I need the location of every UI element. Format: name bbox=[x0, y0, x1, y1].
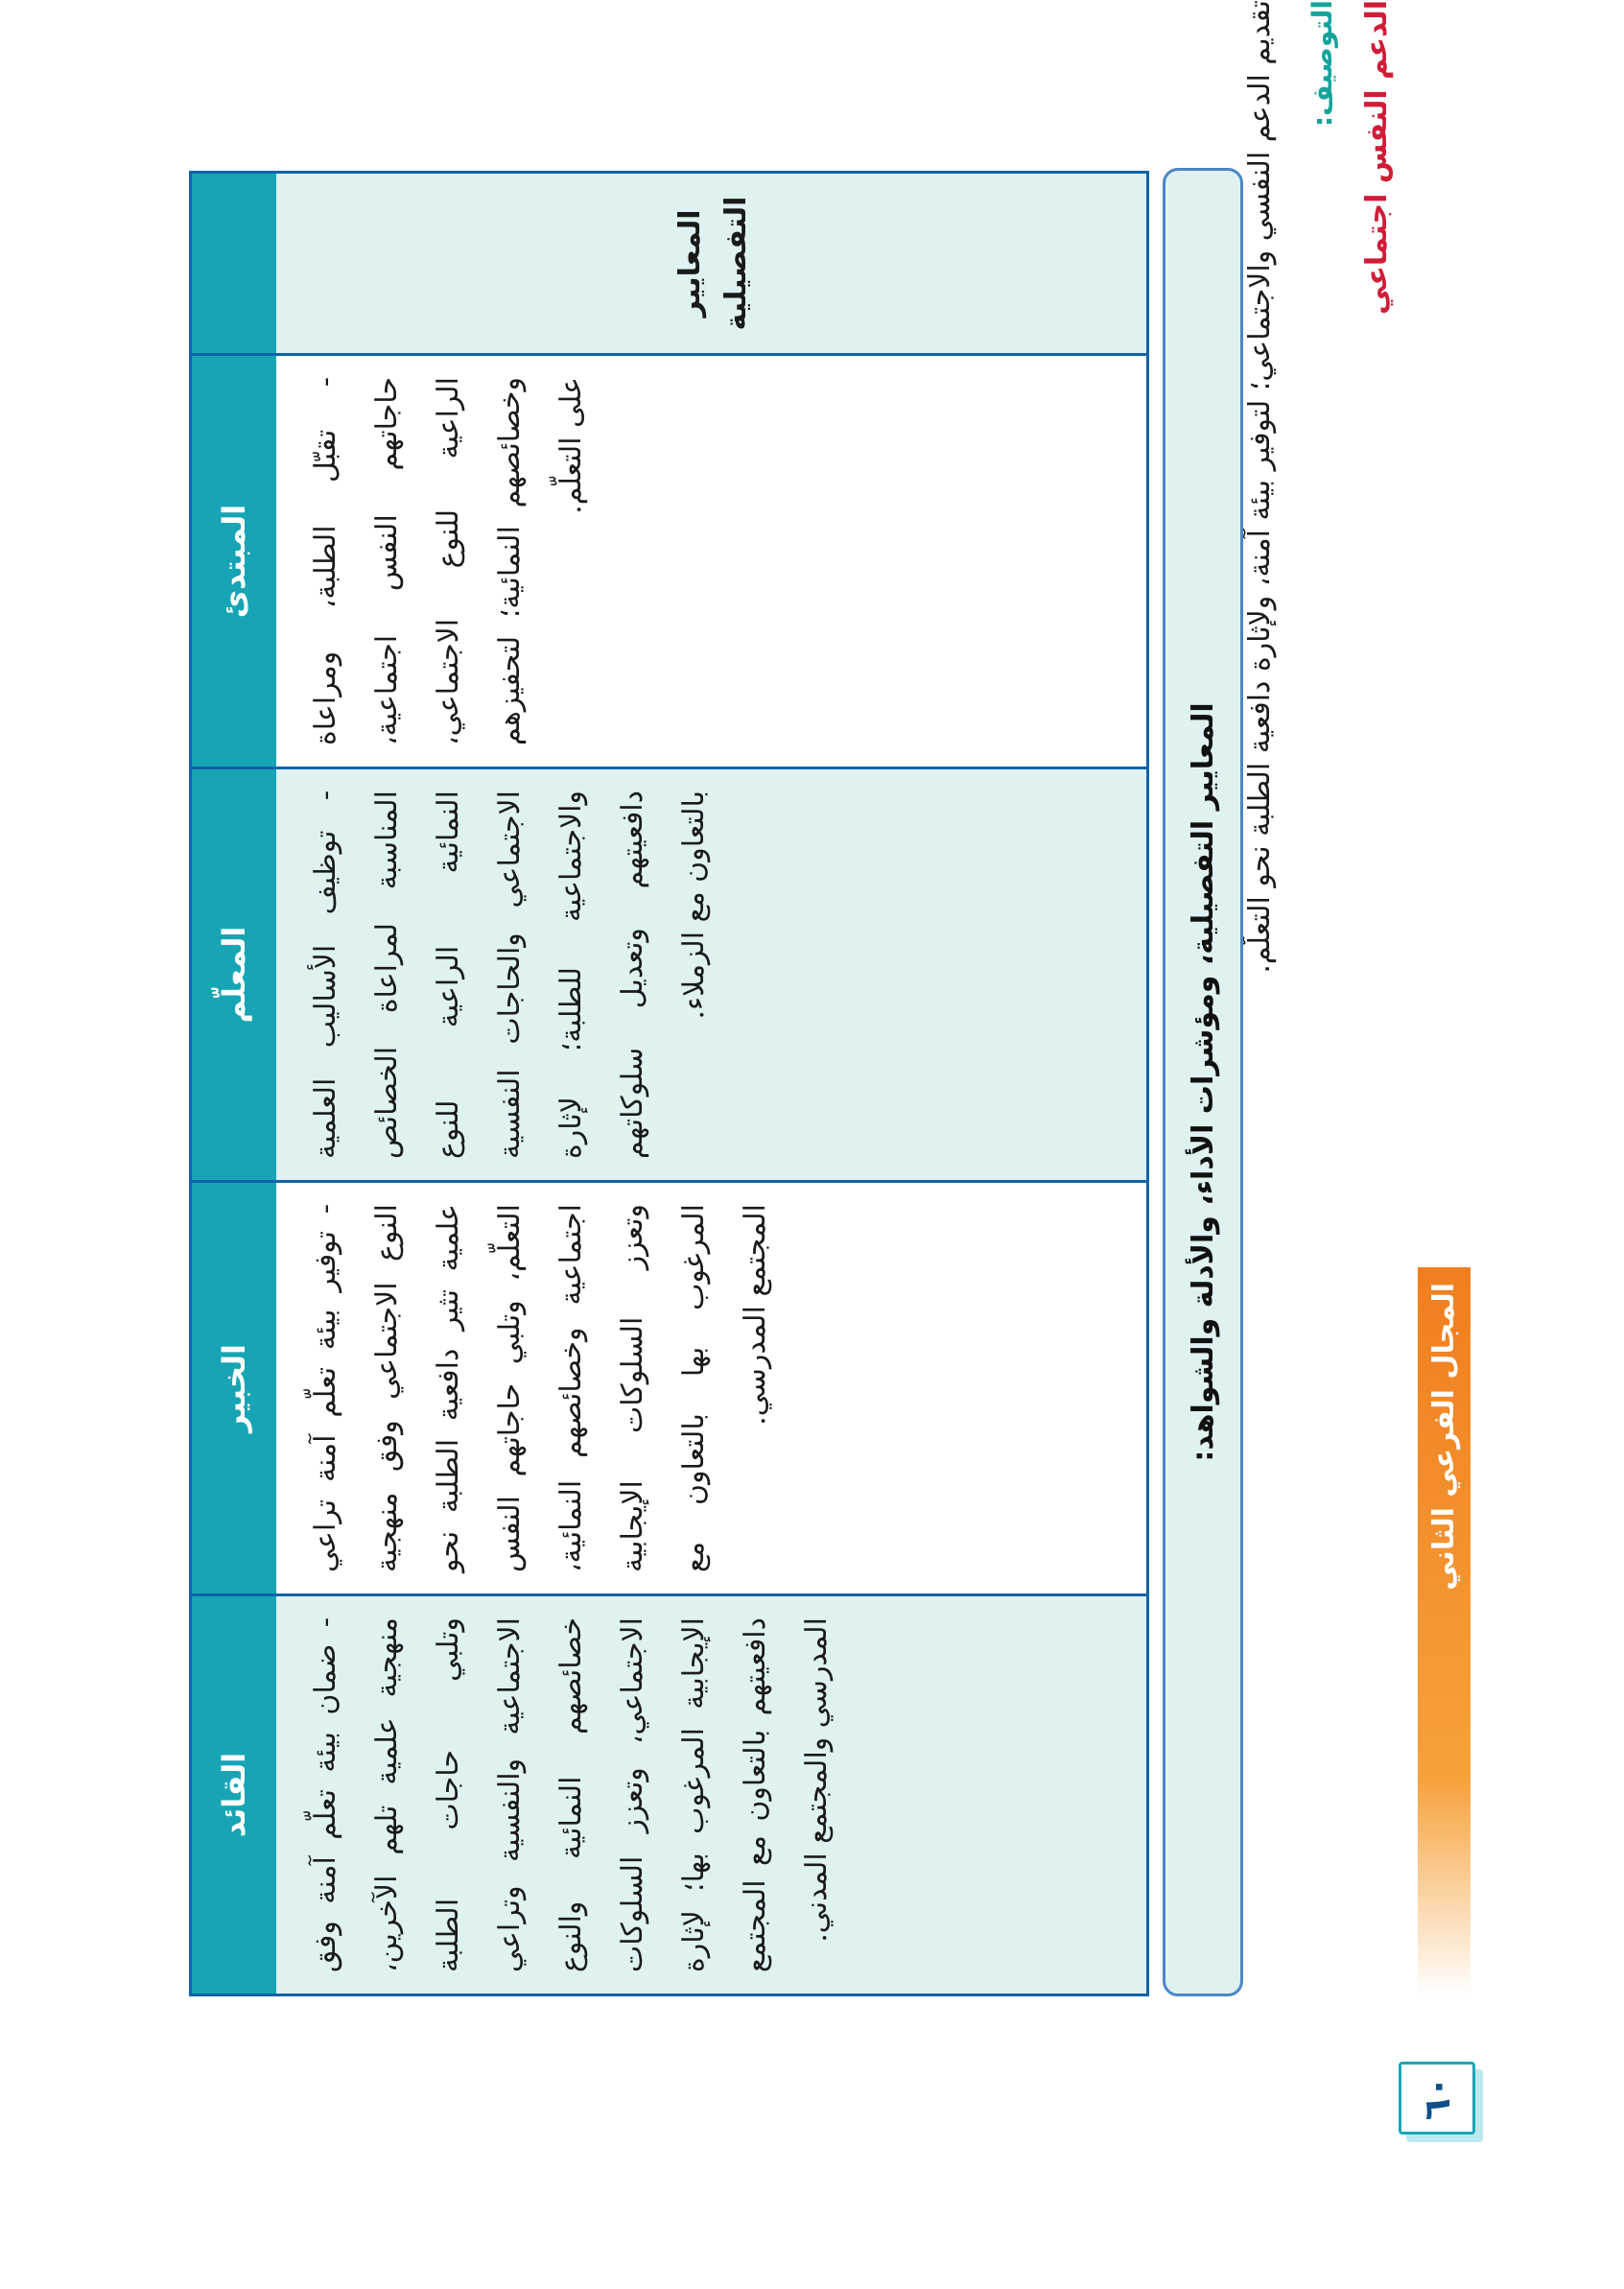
description-label: التوصيف: bbox=[1306, 0, 1338, 128]
header-leader: القائد bbox=[192, 1596, 276, 1994]
cell-starting: - تقبّل الطلبة، ومراعاة حاجاتهم النفس اجتماعية، الراعية للنوع الاجتماعي، وخصائصهم النمائية؛ لتحفيزهم على التعلّم. bbox=[276, 356, 1146, 769]
header-teacher: المعلّم bbox=[192, 769, 276, 1183]
criteria-header: المعايير التفصيلية، ومؤشرات الأداء، والأدلة والشواهد: bbox=[1163, 168, 1243, 1996]
cell-leader: - ضمان بيئة تعلّم آمنة وفق منهجية علمية تلهم الآخرين، وتلبي حاجات الطلبة الاجتماعية والنفسية وتراعي خصائصهم النمائية والنوع الاجتماعي، وتعزز السلوكات الإيجابية المرغوب بها؛ لإثارة دافعيتهم بالتعاون مع المجتمع المدرسي والمجتمع المدني. bbox=[276, 1596, 1146, 1994]
sub-title: الدعم النفس اجتماعي bbox=[1360, 0, 1394, 315]
cell-teacher: - توظيف الأساليب العلمية المناسبة لمراعاة الخصائص النمائية الراعية للنوع الاجتماعي والحاجات النفسية والاجتماعية للطلبة؛ لإثارة دافعيتهم وتعديل سلوكاتهم بالتعاون مع الزملاء. bbox=[276, 769, 1146, 1183]
row-label-cell: المعايير التفصيلية bbox=[276, 174, 1146, 356]
header-starting: المبتدئ bbox=[192, 356, 276, 769]
header-expert: الخبير bbox=[192, 1183, 276, 1596]
section-banner bbox=[1418, 1267, 1471, 1996]
page-number: ٦٠ bbox=[1399, 2062, 1475, 2135]
table-header-row bbox=[192, 174, 276, 1994]
header-label-cell bbox=[192, 174, 276, 356]
table-row bbox=[276, 174, 1146, 1994]
description-text: تقديم الدعم النفسي والاجتماعي؛ لتوفير بيئة آمنة، ولإثارة دافعية الطلبة نحو التعلّم. bbox=[1243, 0, 1277, 974]
section-title: المجال الفرعي الثاني bbox=[1427, 1283, 1461, 1591]
cell-expert: - توفير بيئة تعلّم آمنة تراعي النوع الاجتماعي وفق منهجية علمية تثير دافعية الطلبة نحو التعلّم، وتلبي حاجاتهم النفس اجتماعية وخصائصهم النمائية، وتعزز السلوكات الإيجابية المرغوب بها بالتعاون مع المجتمع المدرسي. bbox=[276, 1183, 1146, 1596]
rubric-table bbox=[189, 171, 1149, 1996]
